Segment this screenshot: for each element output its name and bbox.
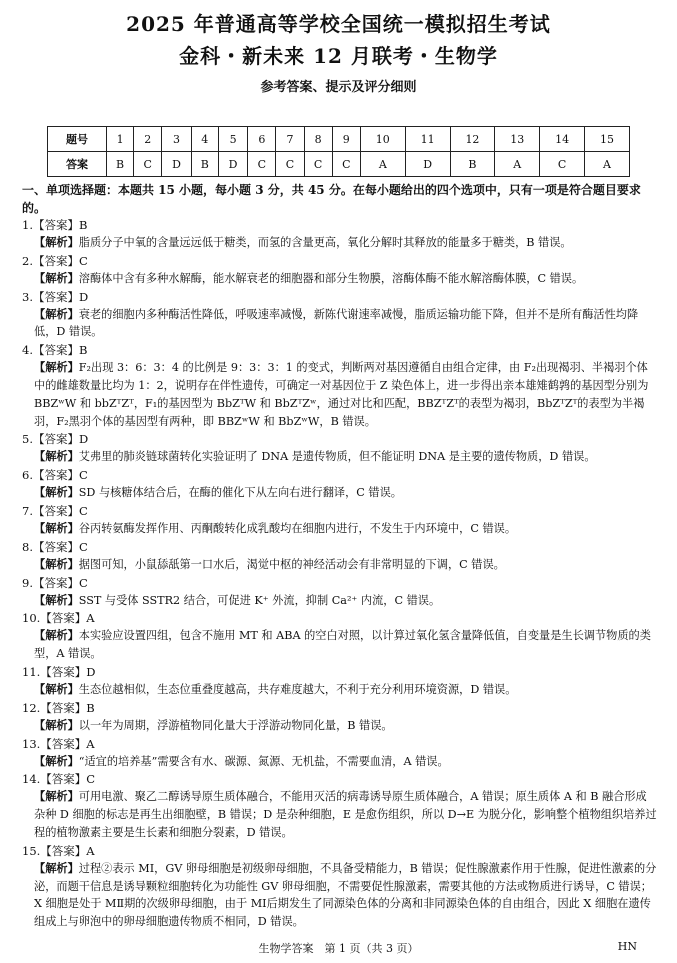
explanation xyxy=(22,788,657,841)
explanation xyxy=(22,753,657,771)
question-item xyxy=(22,574,657,610)
question-item xyxy=(22,502,657,538)
answer-cell: D xyxy=(162,152,191,177)
explanation-text: F₂出现 3：6：3：4 的比例是 9：3：3：1 的变式，判断两对基因遵循自由组合定律，由 F₂出现褐羽、半褐羽个体中的雌雄数量比均为 1：2，说明存在伴性遗传，可确定一对基因位于 Z 染色体上，进一步得出亲本雄雉鹤鹑的基因型分别为 BBZʷW 和 bbZᵀZᵀ，F₁的基因型为 BbZᵀW 和 BbZᵀZʷ，通过对比和匹配，BBZᵀZᵀ的表型为褐羽，BbZᵀZᵀ的表型为半褐羽，F₂黑羽个体的基因型有两种，即 BBZʷW 和 BbZʷW，B 错误。 xyxy=(34,361,649,428)
explanation xyxy=(22,234,657,252)
explanation-text: 可用电激、聚乙二醇诱导原生质体融合，不能用灭活的病毒诱导原生质体融合，A 错误；原生质体 A 和 B 融合形成杂种 D 细胞的标志是再生出细胞壁，B 错误；D 是杂种细胞，E 是愈伤组织，所以 D→E 为脱分化，影响整个植物组织培养过程的植物激素主要是生长素和细胞分裂素，D 错误。 xyxy=(34,790,657,839)
question-number-cell: 11 xyxy=(405,127,450,152)
explanation-text: 本实验应设置四组，包含不施用 MT 和 ABA 的空白对照，以计算过氧化氢含量降低值，自变量是生长调节物质的类型，A 错误。 xyxy=(34,629,651,661)
explanation-text: 以一年为周期，浮游植物同化量大于浮游动物同化量，B 错误。 xyxy=(78,718,393,732)
answer-line: 2.【答案】C xyxy=(22,253,88,268)
explanation-text: SD 与核糖体结合后，在酶的催化下从左向右进行翻译，C 错误。 xyxy=(78,486,402,500)
answer-row xyxy=(48,152,630,177)
explanation-text: SST 与受体 SSTR2 结合，可促进 K⁺ 外流，抑制 Ca²⁺ 内流，C 错误。 xyxy=(78,593,441,607)
explanation-tag: 【解析】 xyxy=(34,628,79,643)
question-number-cell: 3 xyxy=(162,127,191,152)
answer-cell: C xyxy=(276,152,304,177)
explanation-text: 衰老的细胞内多种酶活性降低，呼吸速率减慢，新陈代谢速率减慢，脂质运输功能下降，但并不是所有酶活性均降低，D 错误。 xyxy=(34,307,639,339)
explanation-tag: 【解析】 xyxy=(34,235,79,249)
question-number-cell: 4 xyxy=(191,127,218,152)
explanation-tag: 【解析】 xyxy=(34,306,79,321)
explanation-text: 据图可知，小鼠舔舐第一口水后，渴觉中枢的神经活动会有非常明显的下调，C 错误。 xyxy=(78,557,505,571)
explanation-text: 过程②表示 MⅠ，GV 卵母细胞是初级卵母细胞，不具备受精能力，B 错误；促性腺激素作用于性腺，促进性激素的分泌，而题干信息是诱导颗粒细胞转化为功能性 GV 卵母细胞，不需要促性腺激素，需要其他的方法或物质进行诱导，C 错误；X 细胞是处于 MⅡ期的次级卵母细胞，由于 MⅠ后期发生了同源染色体的分离和非同源染色体的自由组合，因此 X 细胞在遗传组成上与卵泡中的卵母细胞遗传物质不相同，D 错误。 xyxy=(34,861,657,929)
explanation-tag: 【解析】 xyxy=(34,753,79,768)
answer-line: 5.【答案】D xyxy=(22,432,89,447)
question-item xyxy=(22,699,657,735)
answer-label: 答案 xyxy=(48,152,107,177)
explanation xyxy=(22,592,657,610)
answer-cell: B xyxy=(107,152,134,177)
answer-cell: C xyxy=(540,152,585,177)
question-item xyxy=(22,770,657,841)
question-number-cell: 1 xyxy=(107,127,134,152)
answer-line: 14.【答案】C xyxy=(22,772,96,787)
question-item xyxy=(22,538,657,574)
question-number-cell: 15 xyxy=(585,127,630,152)
question-number-cell: 12 xyxy=(450,127,495,152)
answer-explanations xyxy=(22,216,657,931)
region-code: HN xyxy=(617,940,637,953)
explanation xyxy=(22,627,657,663)
answer-line: 8.【答案】C xyxy=(22,539,88,554)
explanation-text: 溶酶体中含有多种水解酶，能水解衰老的细胞器和部分生物膜，溶酶体酶不能水解溶酶体膜，C 错误。 xyxy=(78,271,584,285)
question-item xyxy=(22,842,657,931)
answer-cell: C xyxy=(304,152,332,177)
answer-cell: B xyxy=(191,152,218,177)
answer-line: 9.【答案】C xyxy=(22,575,88,590)
exam-subtitle: 金科・新未来 12 月联考・生物学 xyxy=(179,44,498,68)
page-footer: 生物学答案 第 1 页（共 3 页） xyxy=(258,942,419,955)
question-item xyxy=(22,466,657,502)
question-number-cell: 8 xyxy=(304,127,332,152)
explanation-tag: 【解析】 xyxy=(34,485,79,500)
explanation xyxy=(22,556,657,574)
answer-line: 13.【答案】A xyxy=(22,736,95,751)
answer-cell: D xyxy=(405,152,450,177)
answer-line: 3.【答案】D xyxy=(22,289,89,304)
section-instructions: 一、单项选择题：本题共 15 小题，每小题 3 分，共 45 分。在每小题给出的四个选项中，只有一项是符合题目要求的。 xyxy=(22,183,641,215)
question-number-cell: 7 xyxy=(276,127,304,152)
answer-cell: C xyxy=(134,152,162,177)
question-item xyxy=(22,663,657,699)
answer-line: 7.【答案】C xyxy=(22,503,88,518)
explanation-tag: 【解析】 xyxy=(34,449,79,464)
explanation xyxy=(22,448,657,466)
explanation xyxy=(22,717,657,735)
explanation xyxy=(22,359,657,430)
explanation-tag: 【解析】 xyxy=(34,360,79,375)
question-item xyxy=(22,252,657,288)
explanation-tag: 【解析】 xyxy=(34,681,79,696)
explanation xyxy=(22,484,657,502)
explanation-text: 谷丙转氨酶发挥作用、丙酮酸转化成乳酸均在细胞内进行，不发生于内环境中，C 错误。 xyxy=(78,521,517,535)
explanation-tag: 【解析】 xyxy=(34,556,79,571)
question-item xyxy=(22,430,657,466)
question-number-cell: 6 xyxy=(248,127,276,152)
explanation xyxy=(22,270,657,288)
question-item xyxy=(22,216,657,252)
question-number-cell: 10 xyxy=(360,127,405,152)
answer-line: 11.【答案】D xyxy=(22,664,96,679)
exam-title: 2025 年普通高等学校全国统一模拟招生考试 xyxy=(126,12,551,36)
answer-cell: A xyxy=(360,152,405,177)
question-item xyxy=(22,735,657,771)
question-item xyxy=(22,288,657,342)
explanation-text: “适宜的培养基”需要含有水、碳源、氮源、无机盐，不需要血清，A 错误。 xyxy=(78,754,449,768)
answer-line: 10.【答案】A xyxy=(22,611,95,626)
question-number-cell: 13 xyxy=(495,127,540,152)
explanation xyxy=(22,306,657,342)
explanation-tag: 【解析】 xyxy=(34,520,79,535)
answer-table xyxy=(47,126,630,177)
explanation-tag: 【解析】 xyxy=(34,270,79,285)
answer-line: 15.【答案】A xyxy=(22,843,95,858)
answer-key-heading: 参考答案、提示及评分细则 xyxy=(260,80,417,95)
explanation xyxy=(22,860,657,931)
explanation-tag: 【解析】 xyxy=(34,860,79,875)
explanation-tag: 【解析】 xyxy=(34,717,79,732)
question-number-row xyxy=(48,127,630,152)
answer-cell: C xyxy=(248,152,276,177)
answer-line: 4.【答案】B xyxy=(22,343,88,358)
explanation-tag: 【解析】 xyxy=(34,789,79,804)
explanation-text: 脂质分子中氧的含量远远低于糖类，而氢的含量更高，氧化分解时其释放的能量多于糖类，B 错误。 xyxy=(78,236,572,249)
answer-line: 1.【答案】B xyxy=(22,218,88,232)
question-item xyxy=(22,341,657,430)
explanation xyxy=(22,520,657,538)
explanation-text: 生态位越相似，生态位重叠度越高，共存难度越大，不利于充分利用环境资源，D 错误。 xyxy=(78,682,517,696)
question-number-cell: 2 xyxy=(134,127,162,152)
answer-cell: B xyxy=(450,152,495,177)
question-number-cell: 5 xyxy=(218,127,247,152)
question-number-label: 题号 xyxy=(48,127,107,152)
answer-cell: A xyxy=(585,152,630,177)
explanation-text: 艾弗里的肺炎链球菌转化实验证明了 DNA 是遗传物质，但不能证明 DNA 是主要的遗传物质，D 错误。 xyxy=(78,450,596,464)
question-number-cell: 14 xyxy=(540,127,585,152)
answer-cell: A xyxy=(495,152,540,177)
explanation-tag: 【解析】 xyxy=(34,592,79,607)
question-item xyxy=(22,609,657,663)
question-number-cell: 9 xyxy=(332,127,360,152)
answer-line: 12.【答案】B xyxy=(22,700,95,715)
answer-cell: C xyxy=(332,152,360,177)
answer-cell: D xyxy=(218,152,247,177)
explanation xyxy=(22,681,657,699)
answer-line: 6.【答案】C xyxy=(22,468,88,483)
